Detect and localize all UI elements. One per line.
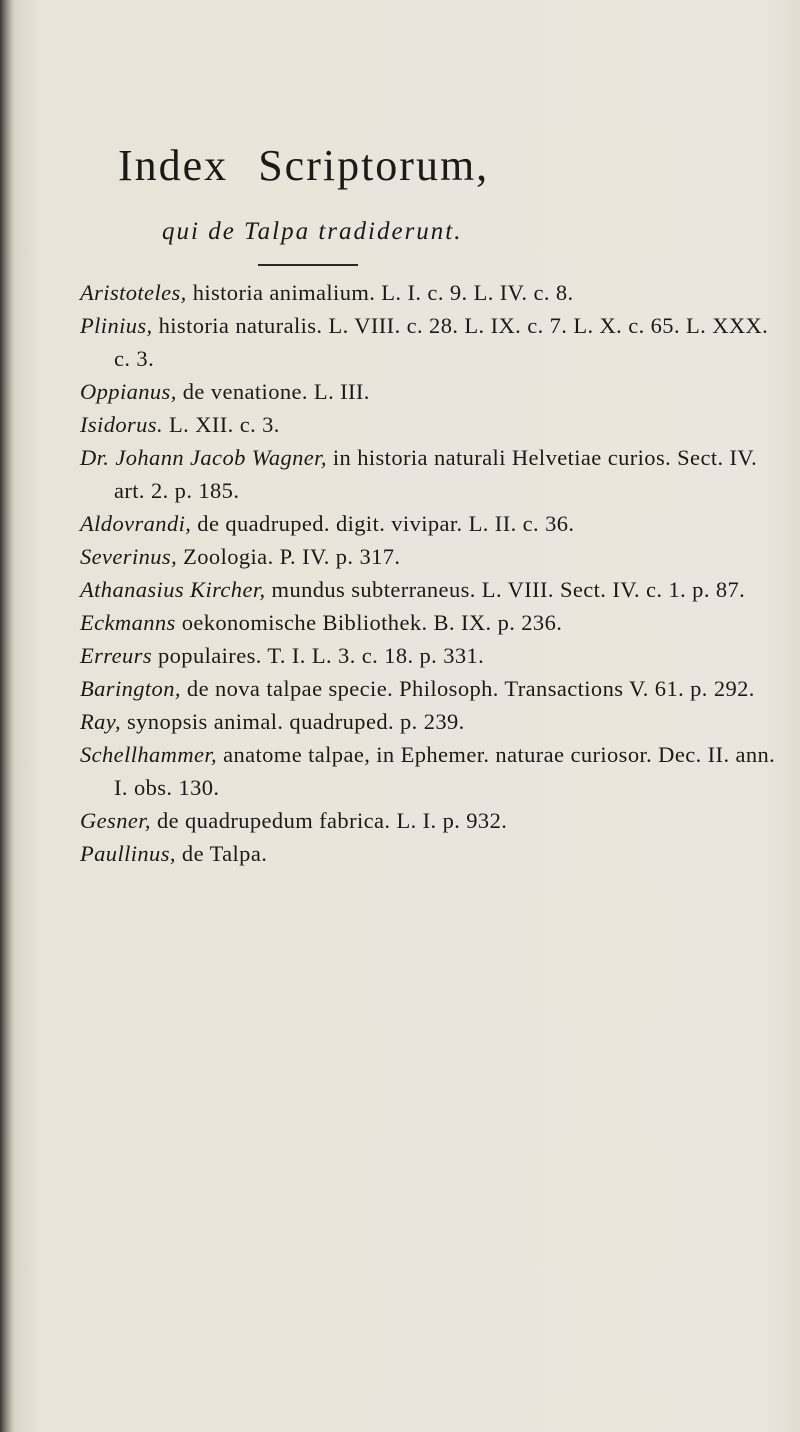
title-rule (258, 264, 358, 266)
entry-text: de venatione. L. III. (176, 379, 370, 404)
entry-text: synopsis animal. quadruped. p. 239. (120, 709, 465, 734)
entry-kircher (80, 573, 780, 606)
entry-isidorus (80, 408, 780, 441)
entry-text: de quadrupedum fabrica. L. I. p. 932. (150, 808, 508, 833)
entry-text: mundus subterraneus. L. VIII. Sect. IV. c. 1. p. 87. (265, 577, 746, 602)
entry-text: L. XII. c. 3. (163, 412, 280, 437)
entry-author: Eckmanns (80, 610, 176, 635)
entry-author: Severinus, (80, 544, 178, 569)
entry-aristoteles (80, 276, 780, 309)
entry-author: Athanasius Kircher, (80, 577, 266, 602)
entry-text: de quadruped. digit. vivipar. L. II. c. 36. (191, 511, 575, 536)
entry-author: Gesner, (80, 808, 151, 833)
entry-wagner (80, 441, 780, 507)
page-title (118, 140, 489, 191)
entry-text: historia naturalis. L. VIII. c. 28. L. IX. c. 7. L. X. c. 65. L. XXX. c. 3. (114, 313, 769, 371)
entry-paullinus (80, 837, 780, 870)
entry-text: oekonomische Bibliothek. B. IX. p. 236. (175, 610, 563, 635)
entry-text: Zoologia. P. IV. p. 317. (177, 544, 401, 569)
entry-author: Ray, (80, 709, 121, 734)
entry-gesner (80, 804, 780, 837)
entry-schellhammer (80, 738, 780, 804)
entry-aldovrandi (80, 507, 780, 540)
entry-oppianus (80, 375, 780, 408)
entry-author: Dr. Johann Jacob Wagner, (80, 445, 327, 470)
entry-author: Barington, (80, 676, 181, 701)
entry-author: Plinius, (80, 313, 153, 338)
entry-eckmanns (80, 606, 780, 639)
entry-severinus (80, 540, 780, 573)
entry-plinius (80, 309, 780, 375)
entry-text: populaires. T. I. L. 3. c. 18. p. 331. (151, 643, 485, 668)
entry-text: de nova talpae specie. Philosoph. Transactions V. 61. p. 292. (180, 676, 755, 701)
entry-author: Aristoteles, (80, 280, 187, 305)
page-subtitle: qui de Talpa tradiderunt. (162, 218, 463, 245)
entry-author: Aldovrandi, (80, 511, 192, 536)
title-word-scriptorum: Scriptorum, (258, 141, 490, 190)
entry-ray (80, 705, 780, 738)
entry-text: historia animalium. L. I. c. 9. L. IV. c. 8. (186, 280, 574, 305)
entry-text: de Talpa. (175, 841, 268, 866)
title-word-index: Index (118, 141, 229, 190)
entry-erreurs (80, 639, 780, 672)
entry-author: Paullinus, (80, 841, 176, 866)
entry-barington (80, 672, 780, 705)
entry-author: Isidorus. (80, 412, 163, 437)
entry-text: in historia naturali Helvetiae curios. Sect. IV. art. 2. p. 185. (114, 445, 758, 503)
entry-author: Schellhammer, (80, 742, 218, 767)
entry-author: Oppianus, (80, 379, 177, 404)
entries-list (80, 276, 780, 870)
entry-author: Erreurs (80, 643, 152, 668)
entry-text: anatome talpae, in Ephemer. naturae curiosor. Dec. II. ann. I. obs. 130. (114, 742, 776, 800)
